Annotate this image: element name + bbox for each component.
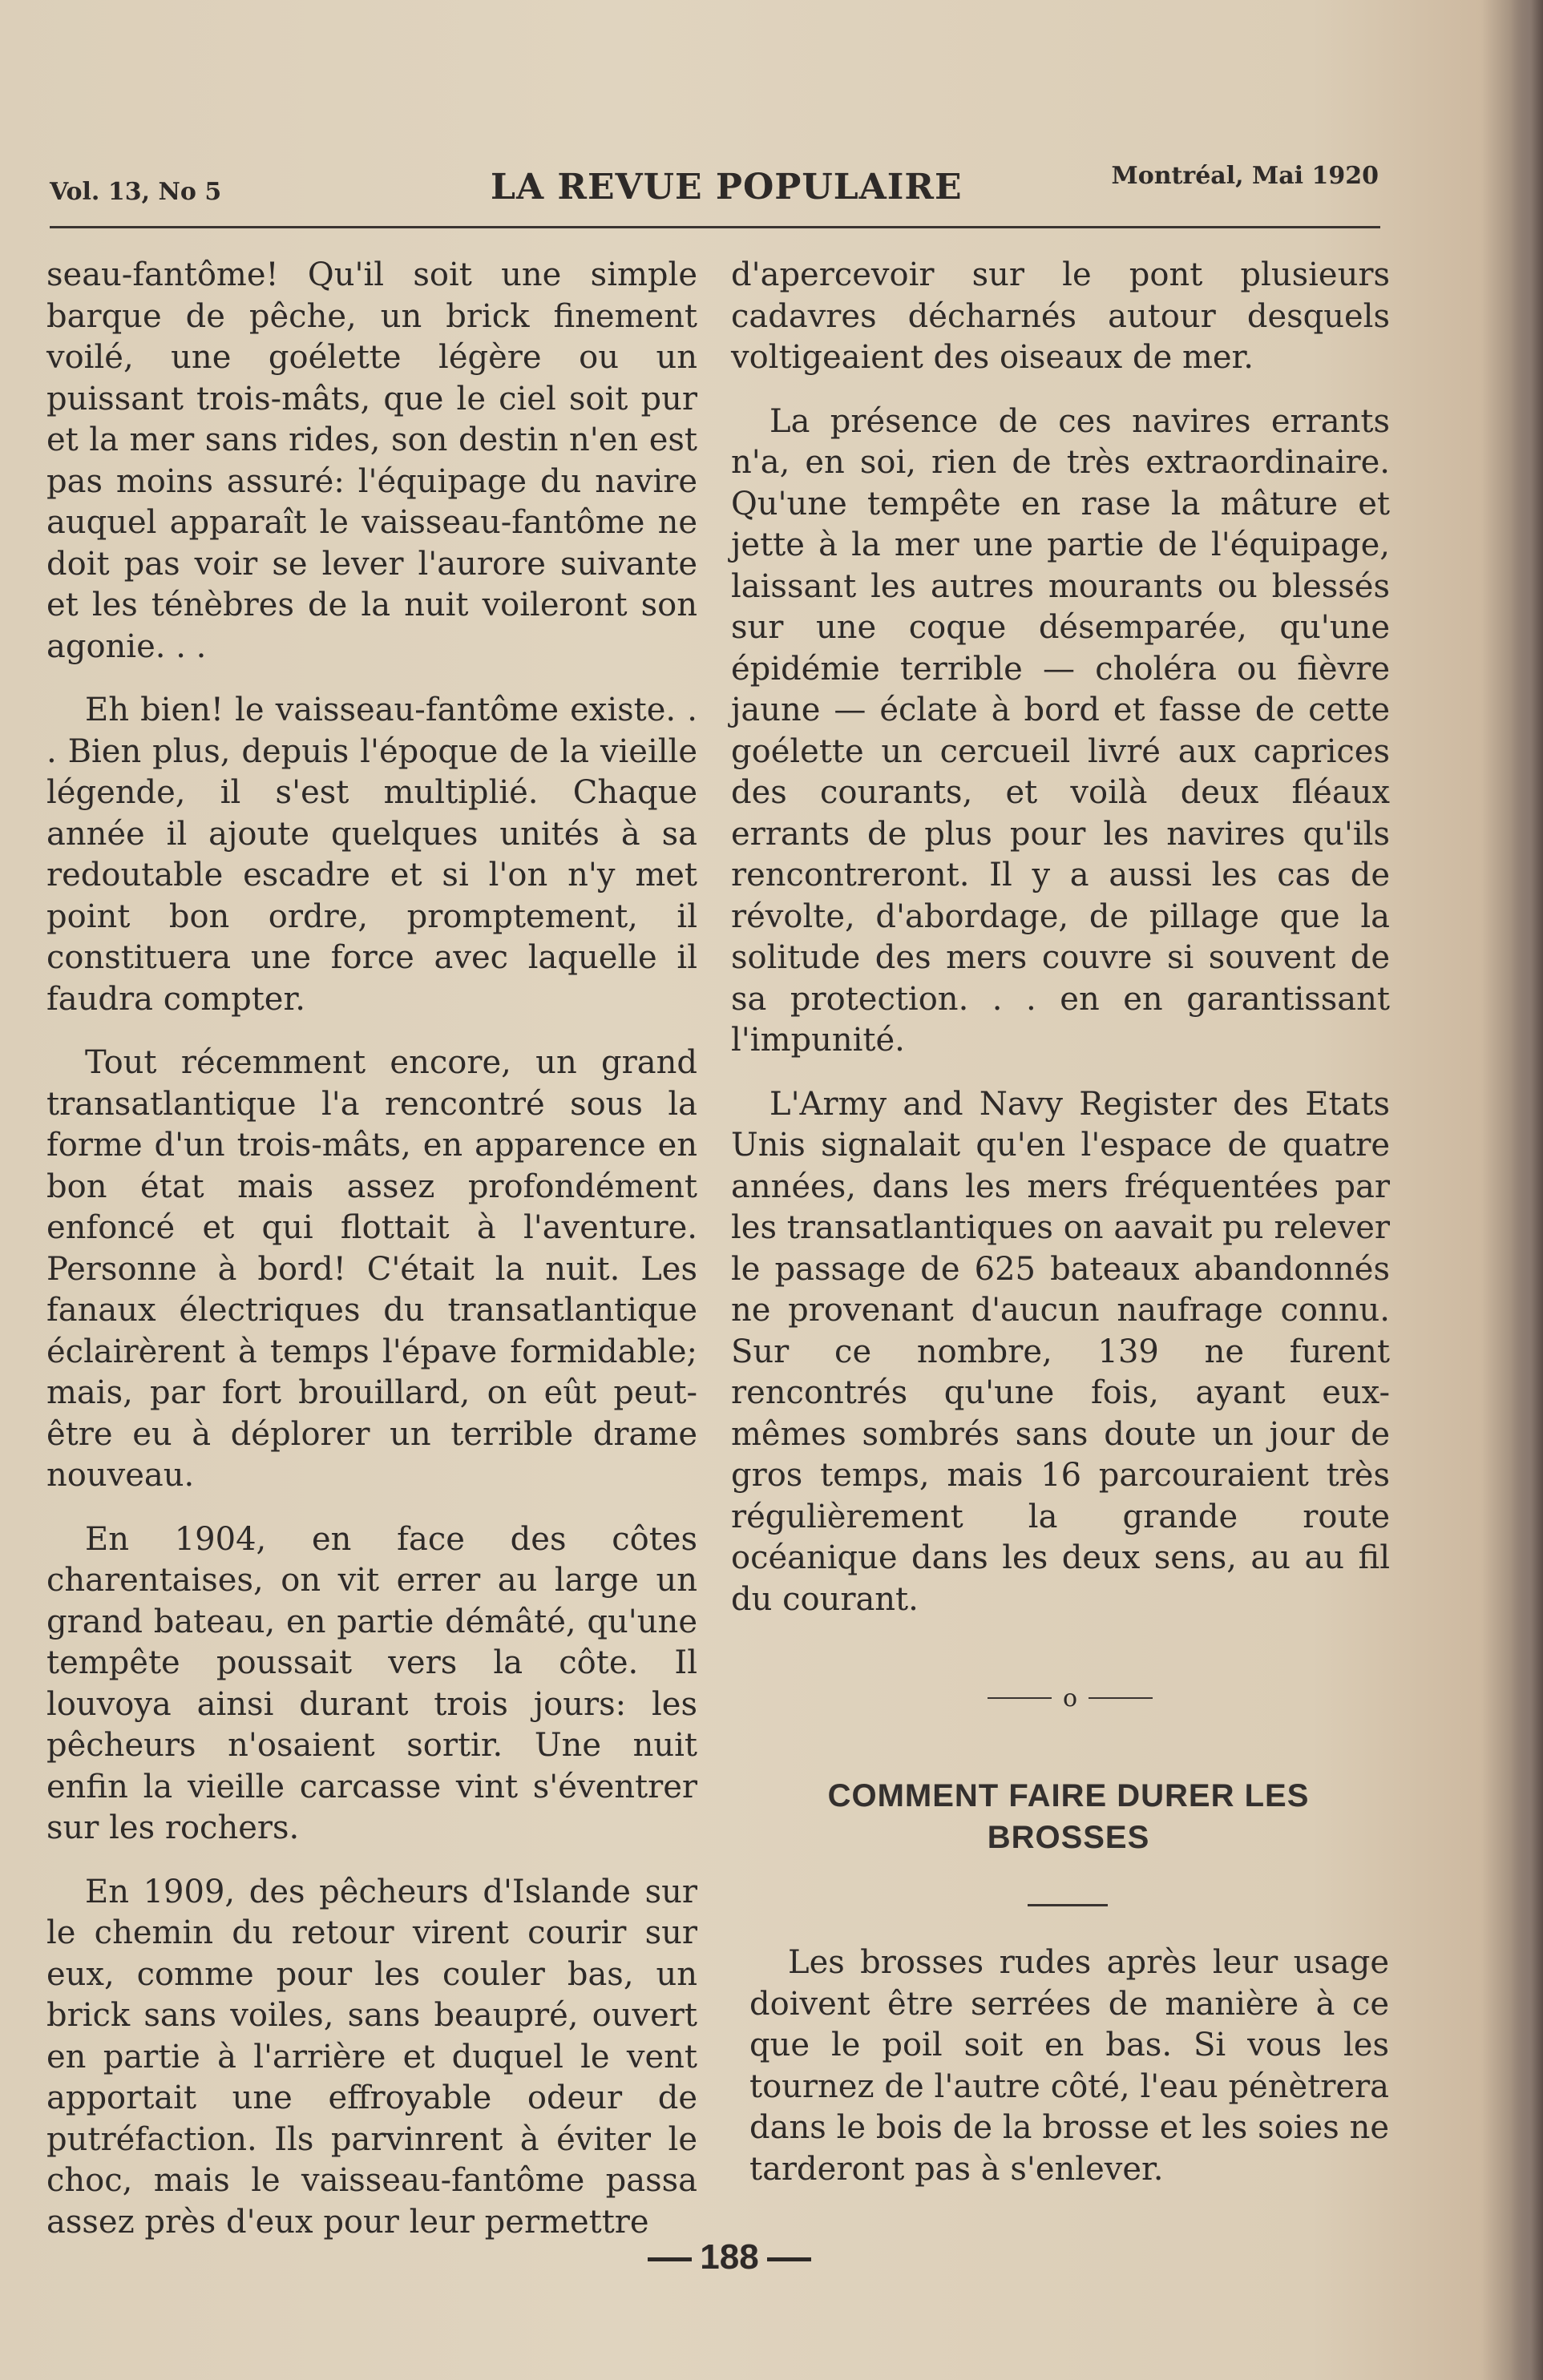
paragraph: En 1909, des pêcheurs d'Islande sur le chemin du retour virent courir sur eux, comme pour les couler bas, un brick sans voiles, sans beaupré, ouvert en partie à l'arrière et duquel le vent apportait une effroyable odeur de putréfaction. Ils parvinrent à éviter le choc, mais le vaisseau-fantôme passa assez près d'eux pour leur permettre [46,1873,697,2241]
separator-line [988,1697,1052,1699]
section-separator [970,1683,1170,1712]
article-subheading: COMMENT FAIRE DURER LES BROSSES [827,1778,1310,1855]
right-column [731,255,1390,1643]
paragraph: Eh bien! le vaisseau-fantôme existe. . . Bien plus, depuis l'époque de la vieille légende, il s'est multiplié. Chaque année il ajoute quelques unités à sa redoutable escadre et si l'on n'y met point bon ordre, promptement, il constituera une force avec laquelle il faudra compter. [46,692,697,1018]
page-header [50,160,1379,208]
paragraph: En 1904, en face des côtes charentaises, on vit errer au large un grand bateau, en partie démâté, qu'une tempête poussait vers la côte. Il louvoya ainsi durant trois jours: les pêcheurs n'osaient sortir. Une nuit enfin la vieille carcasse vint s'éventrer sur les rochers. [46,1520,697,1846]
left-column [46,255,697,2265]
volume-number: Vol. 13, No 5 [50,178,222,206]
page-number-text: 188 [700,2237,759,2277]
paragraph: seau-fantôme! Qu'il soit une simple barque de pêche, un brick finement voilé, une goélette légère ou un puissant trois-mâts, que le ciel soit pur et la mer sans rides, son destin n'en est pas moins assuré: l'équipage du navire auquel apparaît le vaisseau-fantôme ne doit pas voir se lever l'aurore suivante et les ténèbres de la nuit voileront son agonie. . . [46,256,697,665]
paragraph: Tout récemment encore, un grand transatlantique l'a rencontré sous la forme d'un trois-mâts, en apparence en bon état mais assez profondément enfoncé et qui flottait à l'aventure. Personne à bord! C'était la nuit. Les fanaux électriques du transatlantique éclairèrent à temps l'épave formidable; mais, par fort brouillard, on eût peut-être eu à déplorer un terrible drame nouveau. [46,1044,697,1494]
separator-line [1089,1697,1153,1699]
paragraph: La présence de ces navires errants n'a, en soi, rien de très extraordinaire. Qu'une tempête en rase la mâture et jette à la mer une partie de l'équipage, laissant les autres mourants ou blessés sur une coque désemparée, qu'une épidémie terrible — choléra ou fièvre jaune — éclate à bord et fasse de cette goélette un cercueil livré aux caprices des courants, et voilà deux fléaux errants de plus pour les navires qu'ils rencontreront. Il y a aussi les cas de révolte, d'abordage, de pillage que la solitude des mers couvre si souvent de sa protection. . . en en garantissant l'impunité. [731,402,1390,1059]
paragraph: d'apercevoir sur le pont plusieurs cadavres décharnés autour desquels voltigeaient des oiseaux de mer. [731,256,1390,376]
right-column-article [749,1942,1389,2213]
header-rule [50,226,1380,228]
paragraph: Les brosses rudes après leur usage doivent être serrées de manière à ce que le poil soit en bas. Si vous les tournez de l'autre côté, l'eau pénètrera dans le bois de la brosse et les soies ne tarderont pas à s'enlever. [749,1944,1389,2188]
subheading-rule [1028,1904,1108,1906]
journal-title: LA REVUE POPULAIRE [491,167,963,208]
paragraph: L'Army and Navy Register des Etats Unis signalait qu'en l'espace de quatre années, dans les mers fréquentées par les transatlantiques on aavait pu relever le passage de 625 bateaux abandonnés ne provenant d'aucun naufrage connu. Sur ce nombre, 139 ne furent rencontrés qu'une fois, ayant eux-mêmes sombrés sans doute un jour de gros temps, mais 16 parcouraient très régulièrement la grande route océanique dans les deux sens, au au fil du courant. [731,1085,1390,1618]
separator-mark: o [1062,1684,1078,1712]
issue-place-date: Montréal, Mai 1920 [1111,162,1379,190]
folio-dash [648,2257,692,2261]
folio-dash [767,2257,811,2261]
page-number [625,2237,834,2277]
page-edge-shadow [1511,0,1543,2380]
